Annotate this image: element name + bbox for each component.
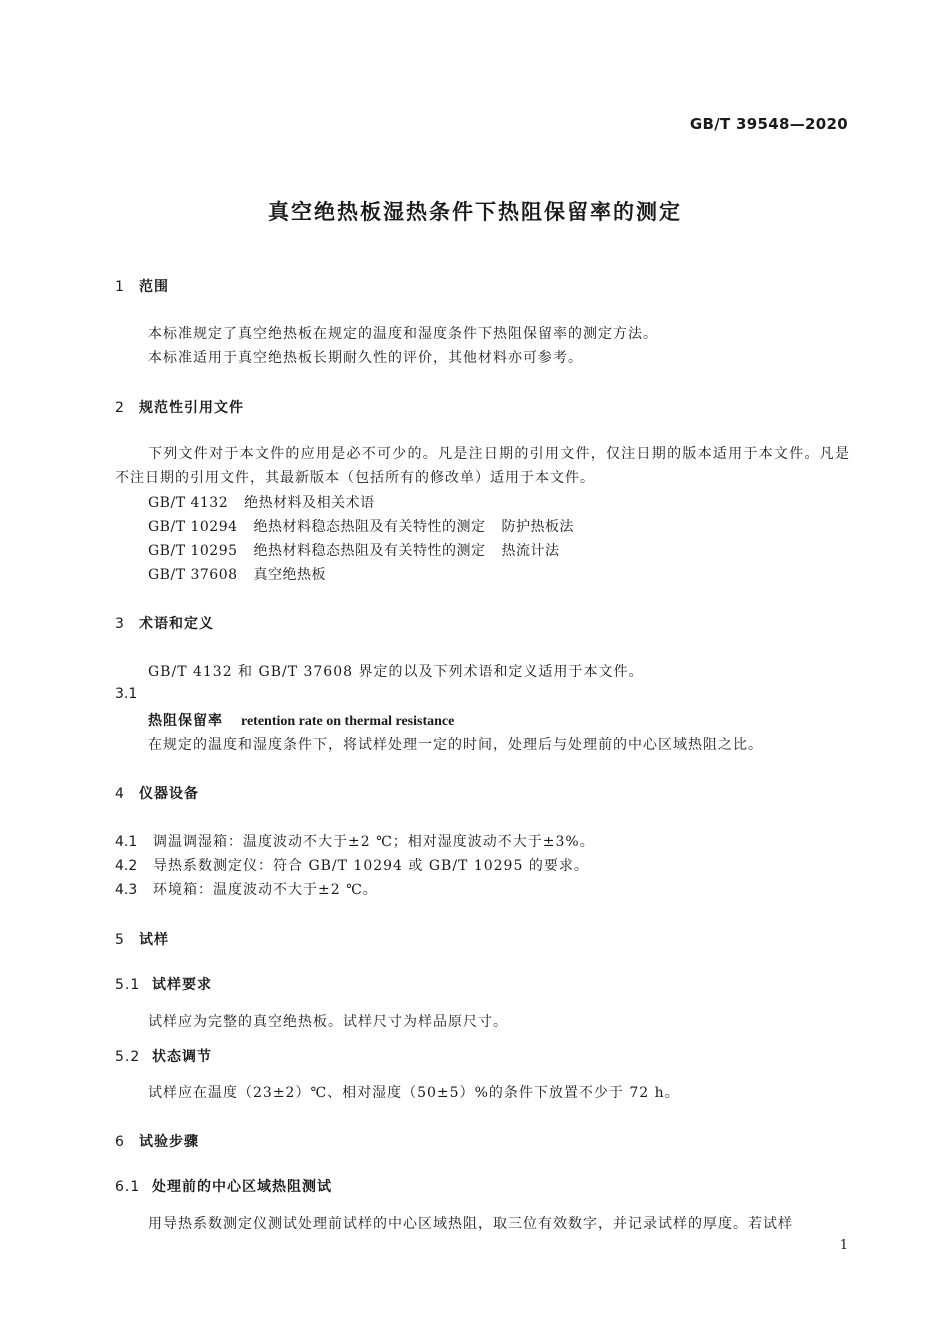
term-entry [148, 710, 454, 730]
term-definition: 在规定的温度和湿度条件下，将试样处理一定的时间，处理后与处理前的中心区域热阻之比。 [148, 737, 763, 753]
document-title: 真空绝热板湿热条件下热阻保留率的测定 [268, 200, 682, 224]
reference-title: 绝热材料稳态热阻及有关特性的测定 [253, 519, 486, 535]
section-number: 1 [115, 279, 125, 295]
page-number: 1 [839, 1238, 848, 1253]
section-title: 范围 [139, 279, 169, 295]
term-english: retention rate on thermal resistance [241, 714, 455, 729]
item-number: 4.2 [115, 858, 138, 874]
reference-item [148, 564, 326, 584]
scope-paragraph-1: 本标准规定了真空绝热板在规定的温度和湿度条件下热阻保留率的测定方法。 [148, 326, 658, 342]
subsection-title: 状态调节 [152, 1049, 212, 1065]
reference-code: GB/T 37608 [148, 567, 238, 583]
scope-paragraph-2: 本标准适用于真空绝热板长期耐久性的评价，其他材料亦可参考。 [148, 350, 583, 366]
pre-treatment-test-text: 用导热系数测定仪测试处理前试样的中心区域热阻，取三位有效数字，并记录试样的厚度。若试样 [148, 1216, 793, 1232]
subsection-number: 5.1 [115, 977, 141, 993]
specimen-requirement-text: 试样应为完整的真空绝热板。试样尺寸为样品原尺寸。 [148, 1014, 508, 1030]
section-title: 规范性引用文件 [139, 400, 244, 416]
subsection-6-1-heading [115, 1176, 332, 1196]
item-text: 调温调湿箱：温度波动不大于±2 ℃；相对湿度波动不大于±3%。 [153, 834, 595, 850]
reference-code: GB/T 10295 [148, 543, 238, 559]
section-title: 试验步骤 [139, 1134, 199, 1150]
term-number: 3.1 [115, 686, 138, 702]
references-intro: 下列文件对于本文件的应用是必不可少的。凡是注日期的引用文件，仅注日期的版本适用于本文件。凡是不注日期的引用文件，其最新版本（包括所有的修改单）适用于本文件。 [115, 446, 850, 486]
section-number: 3 [115, 616, 125, 632]
section-title: 仪器设备 [139, 786, 199, 802]
reference-item [148, 492, 375, 512]
item-number: 4.1 [115, 834, 138, 850]
reference-item [148, 540, 560, 560]
reference-item [148, 516, 574, 536]
standard-number: GB/T 39548—2020 [689, 115, 848, 133]
section-number: 6 [115, 1134, 125, 1150]
subsection-title: 处理前的中心区域热阻测试 [152, 1179, 332, 1195]
reference-title: 绝热材料及相关术语 [244, 495, 375, 511]
reference-subtitle: 防护热板法 [501, 519, 575, 535]
subsection-number: 5.2 [115, 1049, 141, 1065]
section-2-heading [115, 397, 244, 417]
equipment-item [115, 855, 589, 875]
reference-code: GB/T 4132 [148, 495, 229, 511]
equipment-item [115, 879, 378, 899]
equipment-item [115, 831, 595, 851]
section-4-heading [115, 783, 199, 803]
section-title: 术语和定义 [139, 616, 214, 632]
conditioning-text: 试样应在温度（23±2）℃、相对湿度（50±5）%的条件下放置不少于 72 h。 [148, 1085, 680, 1101]
terms-intro: GB/T 4132 和 GB/T 37608 界定的以及下列术语和定义适用于本文件。 [148, 664, 644, 680]
section-6-heading [115, 1131, 199, 1151]
section-3-heading [115, 613, 214, 633]
reference-subtitle: 热流计法 [501, 543, 560, 559]
subsection-title: 试样要求 [152, 977, 212, 993]
section-number: 4 [115, 786, 125, 802]
item-number: 4.3 [115, 882, 138, 898]
subsection-number: 6.1 [115, 1179, 141, 1195]
reference-title: 真空绝热板 [253, 567, 327, 583]
reference-code: GB/T 10294 [148, 519, 238, 535]
item-text: 导热系数测定仪：符合 GB/T 10294 或 GB/T 10295 的要求。 [153, 858, 589, 874]
reference-title: 绝热材料稳态热阻及有关特性的测定 [253, 543, 486, 559]
term-chinese: 热阻保留率 [148, 713, 223, 729]
section-1-heading [115, 276, 169, 296]
subsection-5-1-heading [115, 974, 212, 994]
section-5-heading [115, 929, 169, 949]
section-title: 试样 [139, 932, 169, 948]
section-number: 5 [115, 932, 125, 948]
subsection-5-2-heading [115, 1046, 212, 1066]
item-text: 环境箱：温度波动不大于±2 ℃。 [153, 882, 378, 898]
section-number: 2 [115, 400, 125, 416]
